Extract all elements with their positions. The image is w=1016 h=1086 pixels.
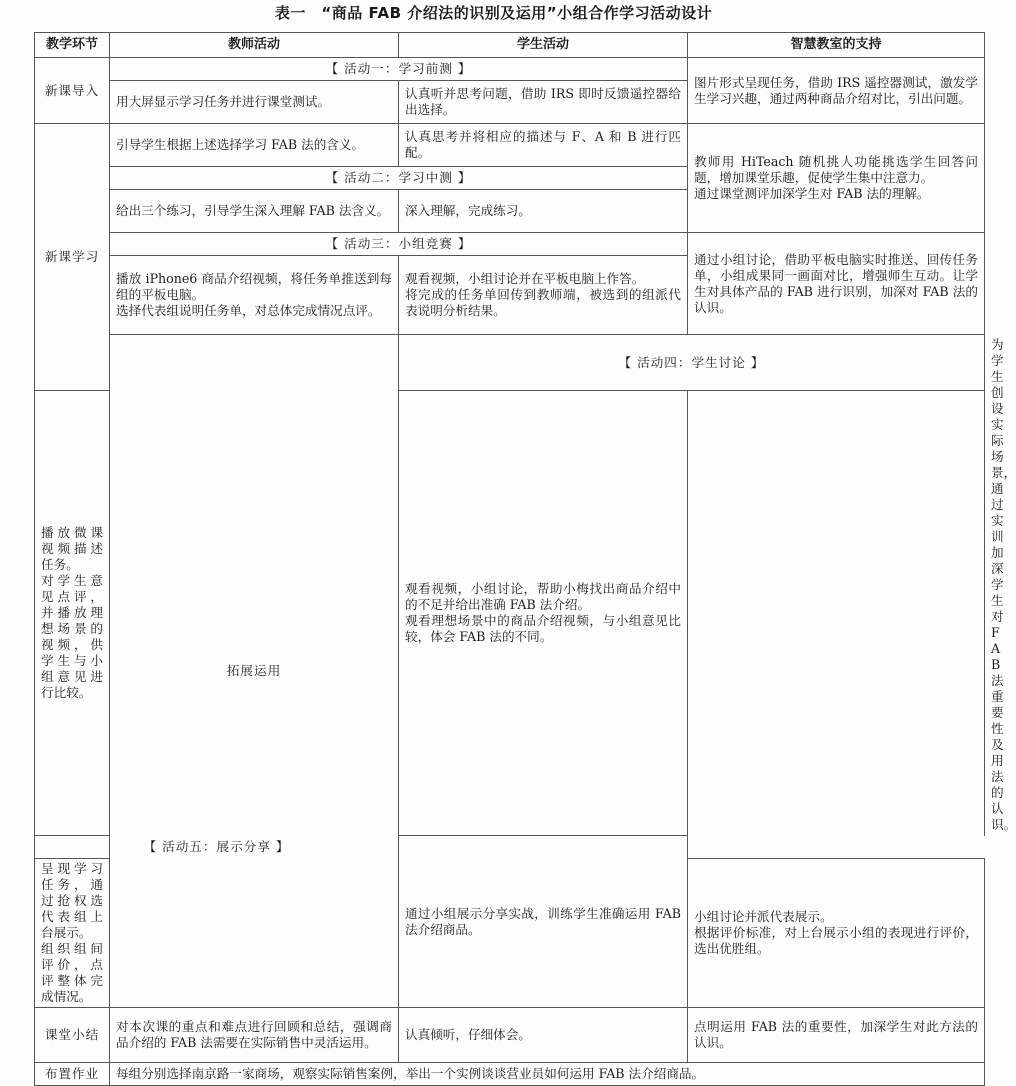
student-extend-5b: 根据评价标准，对上台展示小组的表现进行评价，选出优胜组。 xyxy=(694,925,978,956)
teacher-learn-2: 给出三个练习，引导学生深入理解 FAB 法含义。 xyxy=(110,190,399,233)
table-row xyxy=(35,233,985,256)
support-learn-1b: 通过课堂测评加深学生对 FAB 法的理解。 xyxy=(694,186,930,201)
stage-homework: 布置作业 xyxy=(35,1063,110,1086)
header-teacher: 教师活动 xyxy=(110,33,399,58)
teacher-intro: 用大屏显示学习任务并进行课堂测试。 xyxy=(110,81,399,124)
teacher-extend-5a: 呈现学习任务，通过抢权选代表组上台展示。 xyxy=(41,861,103,940)
header-support: 智慧教室的支持 xyxy=(688,33,985,58)
stage-summary: 课堂小结 xyxy=(35,1008,110,1063)
activity-title-4: 【 活动四：学生讨论 】 xyxy=(399,335,985,391)
table-row xyxy=(35,58,985,81)
table-row xyxy=(35,1063,985,1086)
table-row xyxy=(35,1008,985,1063)
teacher-learn-3a: 播放 iPhone6 商品介绍视频，将任务单推送到每组的平板电脑。 xyxy=(116,271,392,302)
support-extend-2: 通过小组展示分享实战，训练学生准确运用 FAB 法介绍商品。 xyxy=(399,836,688,1008)
activity-title-2: 【 活动二：学习中测 】 xyxy=(110,167,688,190)
table-row: 拓展运用 【 活动四：学生讨论 】 为学生创设实际场景，通过实训加深学生对 FAB 法重要性及用法的认识。 xyxy=(35,335,985,391)
table-row xyxy=(35,124,985,167)
teacher-summary: 对本次课的重点和难点进行回顾和总结，强调商品介绍的 FAB 法需要在实际销售中灵活运用。 xyxy=(110,1008,399,1063)
support-learn-2: 通过小组讨论，借助平板电脑实时推送、回传任务单，小组成果同一画面对比，增强师生互动。让学生对具体产品的 FAB 进行识别，加深对 FAB 法的认识。 xyxy=(688,233,985,335)
student-learn-3a: 观看视频，小组讨论并在平板电脑上作答。 xyxy=(405,271,645,286)
support-summary: 点明运用 FAB 法的重要性，加深学生对此方法的认识。 xyxy=(688,1008,985,1063)
activity-design-table xyxy=(34,32,1016,1086)
header-student: 学生活动 xyxy=(399,33,688,58)
teacher-extend-5b: 组织组间评价，点评整体完成情况。 xyxy=(41,941,103,1004)
homework-content: 每组分别选择南京路一家商场，观察实际销售案例，举出一个实例谈谈营业员如何运用 FAB 法介绍商品。 xyxy=(110,1063,985,1086)
teacher-extend-5 xyxy=(35,859,110,1008)
support-learn-1 xyxy=(688,124,985,233)
student-learn-3 xyxy=(399,256,688,335)
teacher-learn-3 xyxy=(110,256,399,335)
table-caption: 表一 “商品 FAB 介绍法的识别及运用”小组合作学习活动设计 xyxy=(274,4,713,22)
student-learn-0: 认真思考并将相应的描述与 F、A 和 B 进行匹配。 xyxy=(399,124,688,167)
student-extend-5 xyxy=(688,859,985,1008)
stage-intro: 新课导入 xyxy=(35,58,110,124)
student-extend-4 xyxy=(399,391,688,836)
activity-title-3: 【 活动三：小组竞赛 】 xyxy=(110,233,688,256)
student-extend-5a: 小组讨论并派代表展示。 xyxy=(694,909,833,924)
student-summary: 认真倾听，仔细体会。 xyxy=(399,1008,688,1063)
teacher-extend-4b: 对学生意见点评，并播放理想场景的视频，供学生与小组意见进行比较。 xyxy=(41,573,103,701)
student-intro: 认真听并思考问题，借助 IRS 即时反馈遥控器给出选择。 xyxy=(399,81,688,124)
stage-learn: 新课学习 xyxy=(35,124,110,391)
teacher-learn-3b: 选择代表组说明任务单，对总体完成情况点评。 xyxy=(116,303,381,318)
table-header-row xyxy=(35,33,985,58)
student-extend-4b: 观看理想场景中的商品介绍视频，与小组意见比较，体会 FAB 法的不同。 xyxy=(405,613,681,645)
support-intro: 图片形式呈现任务，借助 IRS 遥控器测试，激发学生学习兴趣，通过两种商品介绍对比，引出问题。 xyxy=(688,58,985,124)
stage-extend: 拓展运用 xyxy=(110,335,399,1008)
teacher-learn-0: 引导学生根据上述选择学习 FAB 法的含义。 xyxy=(110,124,399,167)
student-learn-3b: 将完成的任务单回传到教师端，被选到的组派代表说明分析结果。 xyxy=(405,287,681,318)
header-stage: 教学环节 xyxy=(35,33,110,58)
teacher-extend-4 xyxy=(35,391,110,836)
activity-title-1: 【 活动一：学习前测 】 xyxy=(110,58,688,81)
teacher-extend-4a: 播放微课视频描述任务。 xyxy=(41,525,103,573)
table-row xyxy=(35,836,985,859)
student-extend-4a: 观看视频，小组讨论，帮助小梅找出商品介绍中的不足并给出准确 FAB 法介绍。 xyxy=(405,581,681,613)
student-learn-2: 深入理解，完成练习。 xyxy=(399,190,688,233)
support-learn-1a: 教师用 HiTeach 随机挑人功能挑选学生回答问题，增加课堂乐趣，促使学生集中注意力。 xyxy=(694,154,978,185)
activity-title-5: 【 活动五：展示分享 】 xyxy=(35,836,399,859)
